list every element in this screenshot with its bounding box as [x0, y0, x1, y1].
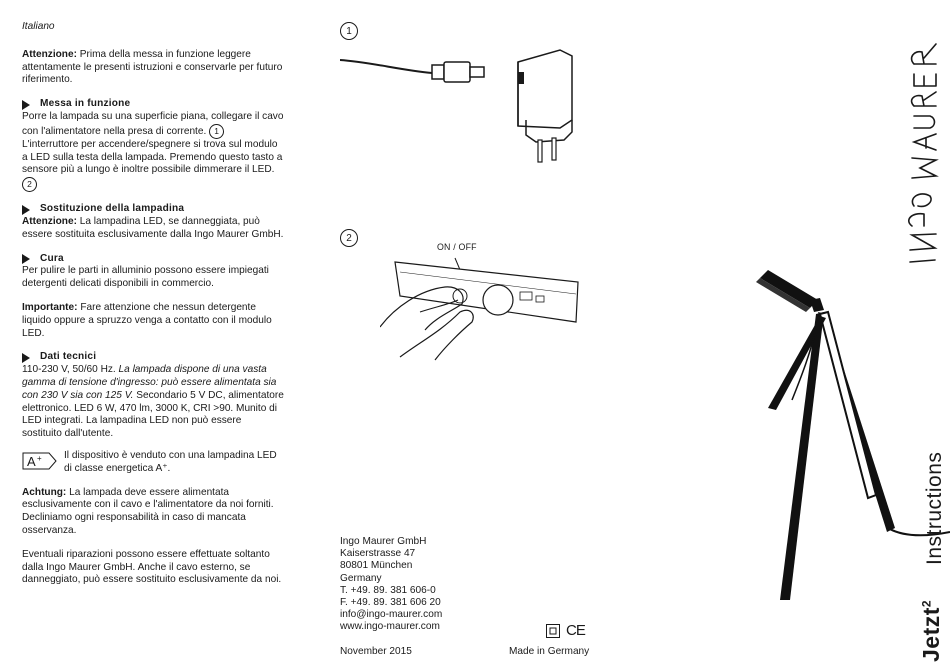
tech-text-1: 110-230 V, 50/60 Hz. [22, 364, 119, 376]
tech-paragraph [22, 364, 284, 441]
intro-text: Prima della messa in funzione leggere attentamente le presenti istruzioni e conservarle per futuro riferimento. [22, 48, 283, 86]
bulb-label: Attenzione: [22, 215, 77, 227]
tech-heading-text: Dati tecnici [40, 351, 97, 363]
tech-text-italic: La lampada dispone di una vasta gamma di tensione d'ingresso: può essere alimentata sia con 230 V sia con 125 V. [22, 364, 277, 401]
tech-text-2: Secondario 5 V DC, alimentatore elettronico. LED 6 W, 470 lm, 3000 K, CRI >90. Munito di LED integrati. La lampadina LED non può essere sostituito dall'utente. [22, 389, 284, 440]
on-off-label: ON / OFF [437, 242, 477, 252]
company-country: Germany [340, 572, 382, 584]
repairs-paragraph: Eventuali riparazioni possono essere effettuate soltanto dalla Ingo Maurer GmbH. Anche il cavo esterno, se danneggiato, può essere sostituito esclusivamente da noi. [22, 548, 282, 586]
energy-label-block [22, 450, 284, 476]
bulb-heading [22, 203, 284, 216]
bulb-section [22, 203, 284, 241]
company-fax: F. +49. 89. 381 606 20 [340, 597, 441, 609]
company-address [340, 536, 442, 634]
instructions-vertical-label: Instructions [923, 451, 946, 565]
care-section [22, 253, 284, 291]
led-module-hand-illustration [380, 252, 590, 362]
care-heading [22, 253, 284, 266]
setup-paragraph [22, 111, 284, 192]
class-ii-icon [546, 624, 560, 638]
figure-ref-2: 2 [22, 177, 37, 192]
care-paragraph: Per pulire le parti in alluminio possono essere impiegati detergenti delicati disponibili in commercio. [22, 265, 269, 290]
tech-heading [22, 351, 284, 364]
setup-text-1: Porre la lampada su una superficie piana, collegare il cavo con l'alimentatore nella presa di corrente. [22, 110, 284, 137]
bullet-triangle-icon [22, 205, 30, 215]
product-name-vertical [918, 600, 945, 662]
bullet-triangle-icon [22, 254, 30, 264]
tech-section [22, 351, 284, 441]
company-street: Kaiserstrasse 47 [340, 548, 416, 560]
setup-section [22, 98, 284, 192]
bullet-triangle-icon [22, 100, 30, 110]
setup-text-2: L'interruttore per accendere/spegnere si trova sul modulo a LED sulla testa della lampada. Premendo questo tasto a sensore più a lungo è inoltre possibile dimmerare il LED. [22, 138, 283, 176]
warning-paragraph [22, 487, 284, 538]
publication-date: November 2015 [340, 646, 412, 657]
company-city: 80801 München [340, 560, 413, 572]
setup-heading [22, 98, 284, 111]
bulb-heading-text: Sostituzione della lampadina [40, 203, 185, 215]
warning-label: Achtung: [22, 486, 67, 498]
intro-label: Attenzione: [22, 48, 77, 60]
charger-illustration [340, 40, 580, 170]
energy-class-badge-icon [22, 452, 57, 470]
bulb-text: La lampadina LED, se danneggiata, può essere sostituita esclusivamente dalla Ingo Maurer GmbH. [22, 215, 284, 240]
company-name: Ingo Maurer GmbH [340, 536, 427, 547]
warning-text: La lampada deve essere alimentata esclusivamente con il cavo e l'alimentatore da noi forniti. Decliniamo ogni responsabilità in caso di mancata osservanza. [22, 486, 274, 536]
important-paragraph [22, 302, 284, 340]
important-text: Fare attenzione che nessun detergente liquido oppure a spruzzo venga a contatto con il modulo LED. [22, 301, 272, 339]
company-phone: T. +49. 89. 381 606-0 [340, 584, 436, 596]
important-label: Importante: [22, 301, 78, 313]
bullet-triangle-icon [22, 353, 30, 363]
figure-2-number: 2 [340, 229, 358, 247]
product-superscript: 2 [919, 599, 934, 608]
ce-mark: CE [566, 622, 585, 639]
company-email[interactable]: info@ingo-maurer.com [340, 609, 443, 621]
bulb-paragraph [22, 216, 284, 242]
figure-1-number: 1 [340, 22, 358, 40]
energy-badge-plus: + [37, 453, 42, 463]
intro-paragraph [22, 49, 284, 87]
care-heading-text: Cura [40, 252, 64, 264]
setup-heading-text: Messa in funzione [40, 98, 131, 110]
product-name: Jetzt [918, 607, 944, 662]
jetzt-lamp-illustration [740, 270, 950, 600]
figure-ref-1: 1 [209, 124, 224, 139]
instructions-text-column [22, 0, 284, 587]
energy-text: Il dispositivo è venduto con una lampadina LED di classe energetica A⁺. [64, 449, 277, 474]
language-label: Italiano [22, 21, 55, 32]
energy-badge-letter: A [27, 453, 36, 469]
company-website[interactable]: www.ingo-maurer.com [340, 621, 440, 633]
certification-marks [546, 622, 585, 639]
ingo-maurer-signature-logo [890, 30, 950, 270]
made-in-label: Made in Germany [509, 646, 590, 657]
